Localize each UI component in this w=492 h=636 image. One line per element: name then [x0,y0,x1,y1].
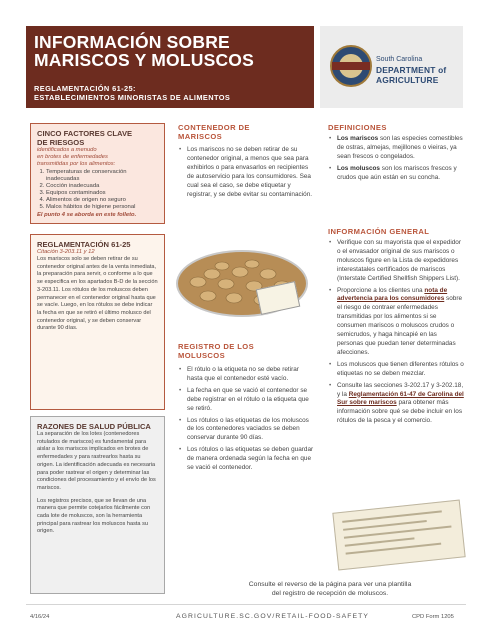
list-item: • Proporcione a los clientes una nota de advertencia para los consumidores sobre el riesgo de contraer enfermedades transmitidas por los alimentos si se consumen mariscos o moluscos crudos o semicrudos, y haga hincapié en las personas que puedan tener determinadas afecciones. [328,287,464,358]
list-item: 2. Cocción inadecuada [46,183,158,190]
consumer-advisory-link[interactable]: nota de advertencia para los consumidores [337,286,448,303]
risk-factors-list [37,169,158,211]
regulation-body: Los mariscos solo se deben retirar de su contenedor original antes de la venta inmediata, la preparación para servir, o conforme a lo que se especifica en los apartados B-D de la sección 3-203.11. Los rótulos de los moluscos deben permanecer en el contenedor original hasta que se vacíe. Luego, en los rótulos se debe indicar la fecha en que se retiró el último molusco del contenedor original, y se deben conservar durante 90 días. [37,256,158,332]
title-line-2: MARISCOS Y MOLUSCOS [34,50,254,70]
risk-factors-note: El punto 4 se aborda en este folleto. [37,212,137,218]
regulation-citation: Citación 3-203.11 y 12 [37,249,95,255]
container-bullets [178,146,316,202]
logo-state: South Carolina [376,56,423,63]
footer-divider [26,604,466,605]
public-health-heading: RAZONES DE SALUD PÚBLICA [37,422,151,431]
records-bullets [178,366,316,476]
footer-form-number: CPD Form 1205 [412,614,454,620]
list-item: • Los mariscos son las especies comestibles de ostras, almejas, mejillones o vieiras, ya sean frescos o congelados. [328,135,464,162]
shellfish-tag-photo [332,499,465,570]
logo-agriculture: AGRICULTURE [376,75,439,85]
general-info-heading: INFORMACIÓN GENERAL [328,227,430,236]
footer-website-link[interactable]: AGRICULTURE.SC.GOV/RETAIL-FOOD-SAFETY [176,613,370,620]
list-item: 5. Malos hábitos de higiene personal [46,204,158,211]
subtitle-line-2: ESTABLECIMIENTOS MINORISTAS DE ALIMENTOS [34,93,231,102]
list-item: • Los rótulos o las etiquetas de los moluscos de los contenedores vaciados se deben conservar durante 90 días. [178,417,316,444]
page-subtitle [34,84,310,102]
list-item: • El rótulo o la etiqueta no se debe retirar hasta que el contenedor esté vacío. [178,366,316,384]
list-item: • Consulte las secciones 3-202.17 y 3-202.18, y la Reglamentación 61-47 de Carolina del Sur sobre mariscos para obtener más información sobre qué se debe incluir en los rótulos de la pesca y el comercio. [328,382,464,427]
list-item: • Los moluscos son los mariscos frescos y crudos que aún están en su concha. [328,165,464,183]
subtitle-line-1: REGLAMENTACIÓN 61-25: [34,84,136,93]
general-info-bullets [328,239,464,429]
list-item: • Los moluscos que tienen diferentes rótulos o etiquetas no se deben mezclar. [328,361,464,379]
definitions-bullets [328,135,464,186]
definitions-heading: DEFINICIONES [328,123,387,132]
public-health-box [30,416,165,594]
footer-date: 4/16/24 [30,614,50,620]
risk-factors-subheading: identificados a menudo en brotes de enfermedades transmitidas por los alimentos: [37,147,116,167]
scda-seal-icon [330,45,372,87]
risk-factors-box [30,123,165,224]
list-item: • La fecha en que se vació el contenedor se debe registrar en el rótulo o la etiqueta que se retiró. [178,387,316,414]
regulation-box [30,234,165,410]
logo-department: DEPARTMENT of [376,65,447,75]
records-heading: REGISTRO DE LOS MOLUSCOS [178,342,255,360]
list-item: 4. Alimentos de origen no seguro [46,197,158,204]
risk-factors-heading: CINCO FACTORES CLAVE DE RIESGOS [37,129,133,147]
public-health-para-2: Los registros precisos, que se llevan de una manera que permite cotejarlos fácilmente con cada lote de moluscos, son la herramienta principal para rastrear los moluscos hasta su origen. [37,497,151,535]
public-health-para-1: La separación de los lotes (contenedores rotulados de mariscos) es fundamental para aislar a los mariscos implicados en brotes de enfermedades y para rastrearlos hasta su origen. La identificación adecuada es necesaria para poder rastrear el origen y determinar las condiciones del procesamiento y el envío de los mariscos. [37,431,156,491]
regulation-heading: REGLAMENTACIÓN 61-25 [37,240,131,249]
title-line-1: INFORMACIÓN SOBRE [34,32,230,52]
list-item: 1. Temperaturas de conservación inadecuadas [46,169,158,183]
regulation-61-47-link[interactable]: Reglamentación 61-47 de Carolina del Sur sobre mariscos [337,390,464,407]
back-page-note: Consulte el reverso de la página para ver una plantilla del registro de recepción de moluscos. [248,581,412,597]
list-item: 3. Equipos contaminados [46,190,158,197]
list-item: • Verifique con su mayorista que el expedidor o el envasador original de sus mariscos o moluscos figure en la Lista de expedidores interestatales certificados de mariscos (Interstate Certified Shellfish Shippers List). [328,239,464,284]
page-title [34,33,310,69]
list-item: • Los mariscos no se deben retirar de su contenedor original, a menos que sea para exhibirlos o para envasarlos en recipientes de autoservicio para los consumidores. Sea cual sea el caso, se debe etiquetar y registrar, y se debe evitar su contaminación. [178,146,316,199]
container-heading: CONTENEDOR DE MARISCOS [178,123,250,141]
list-item: • Los rótulos o las etiquetas se deben guardar de manera ordenada según la fecha en que se vació el contenedor. [178,446,316,473]
